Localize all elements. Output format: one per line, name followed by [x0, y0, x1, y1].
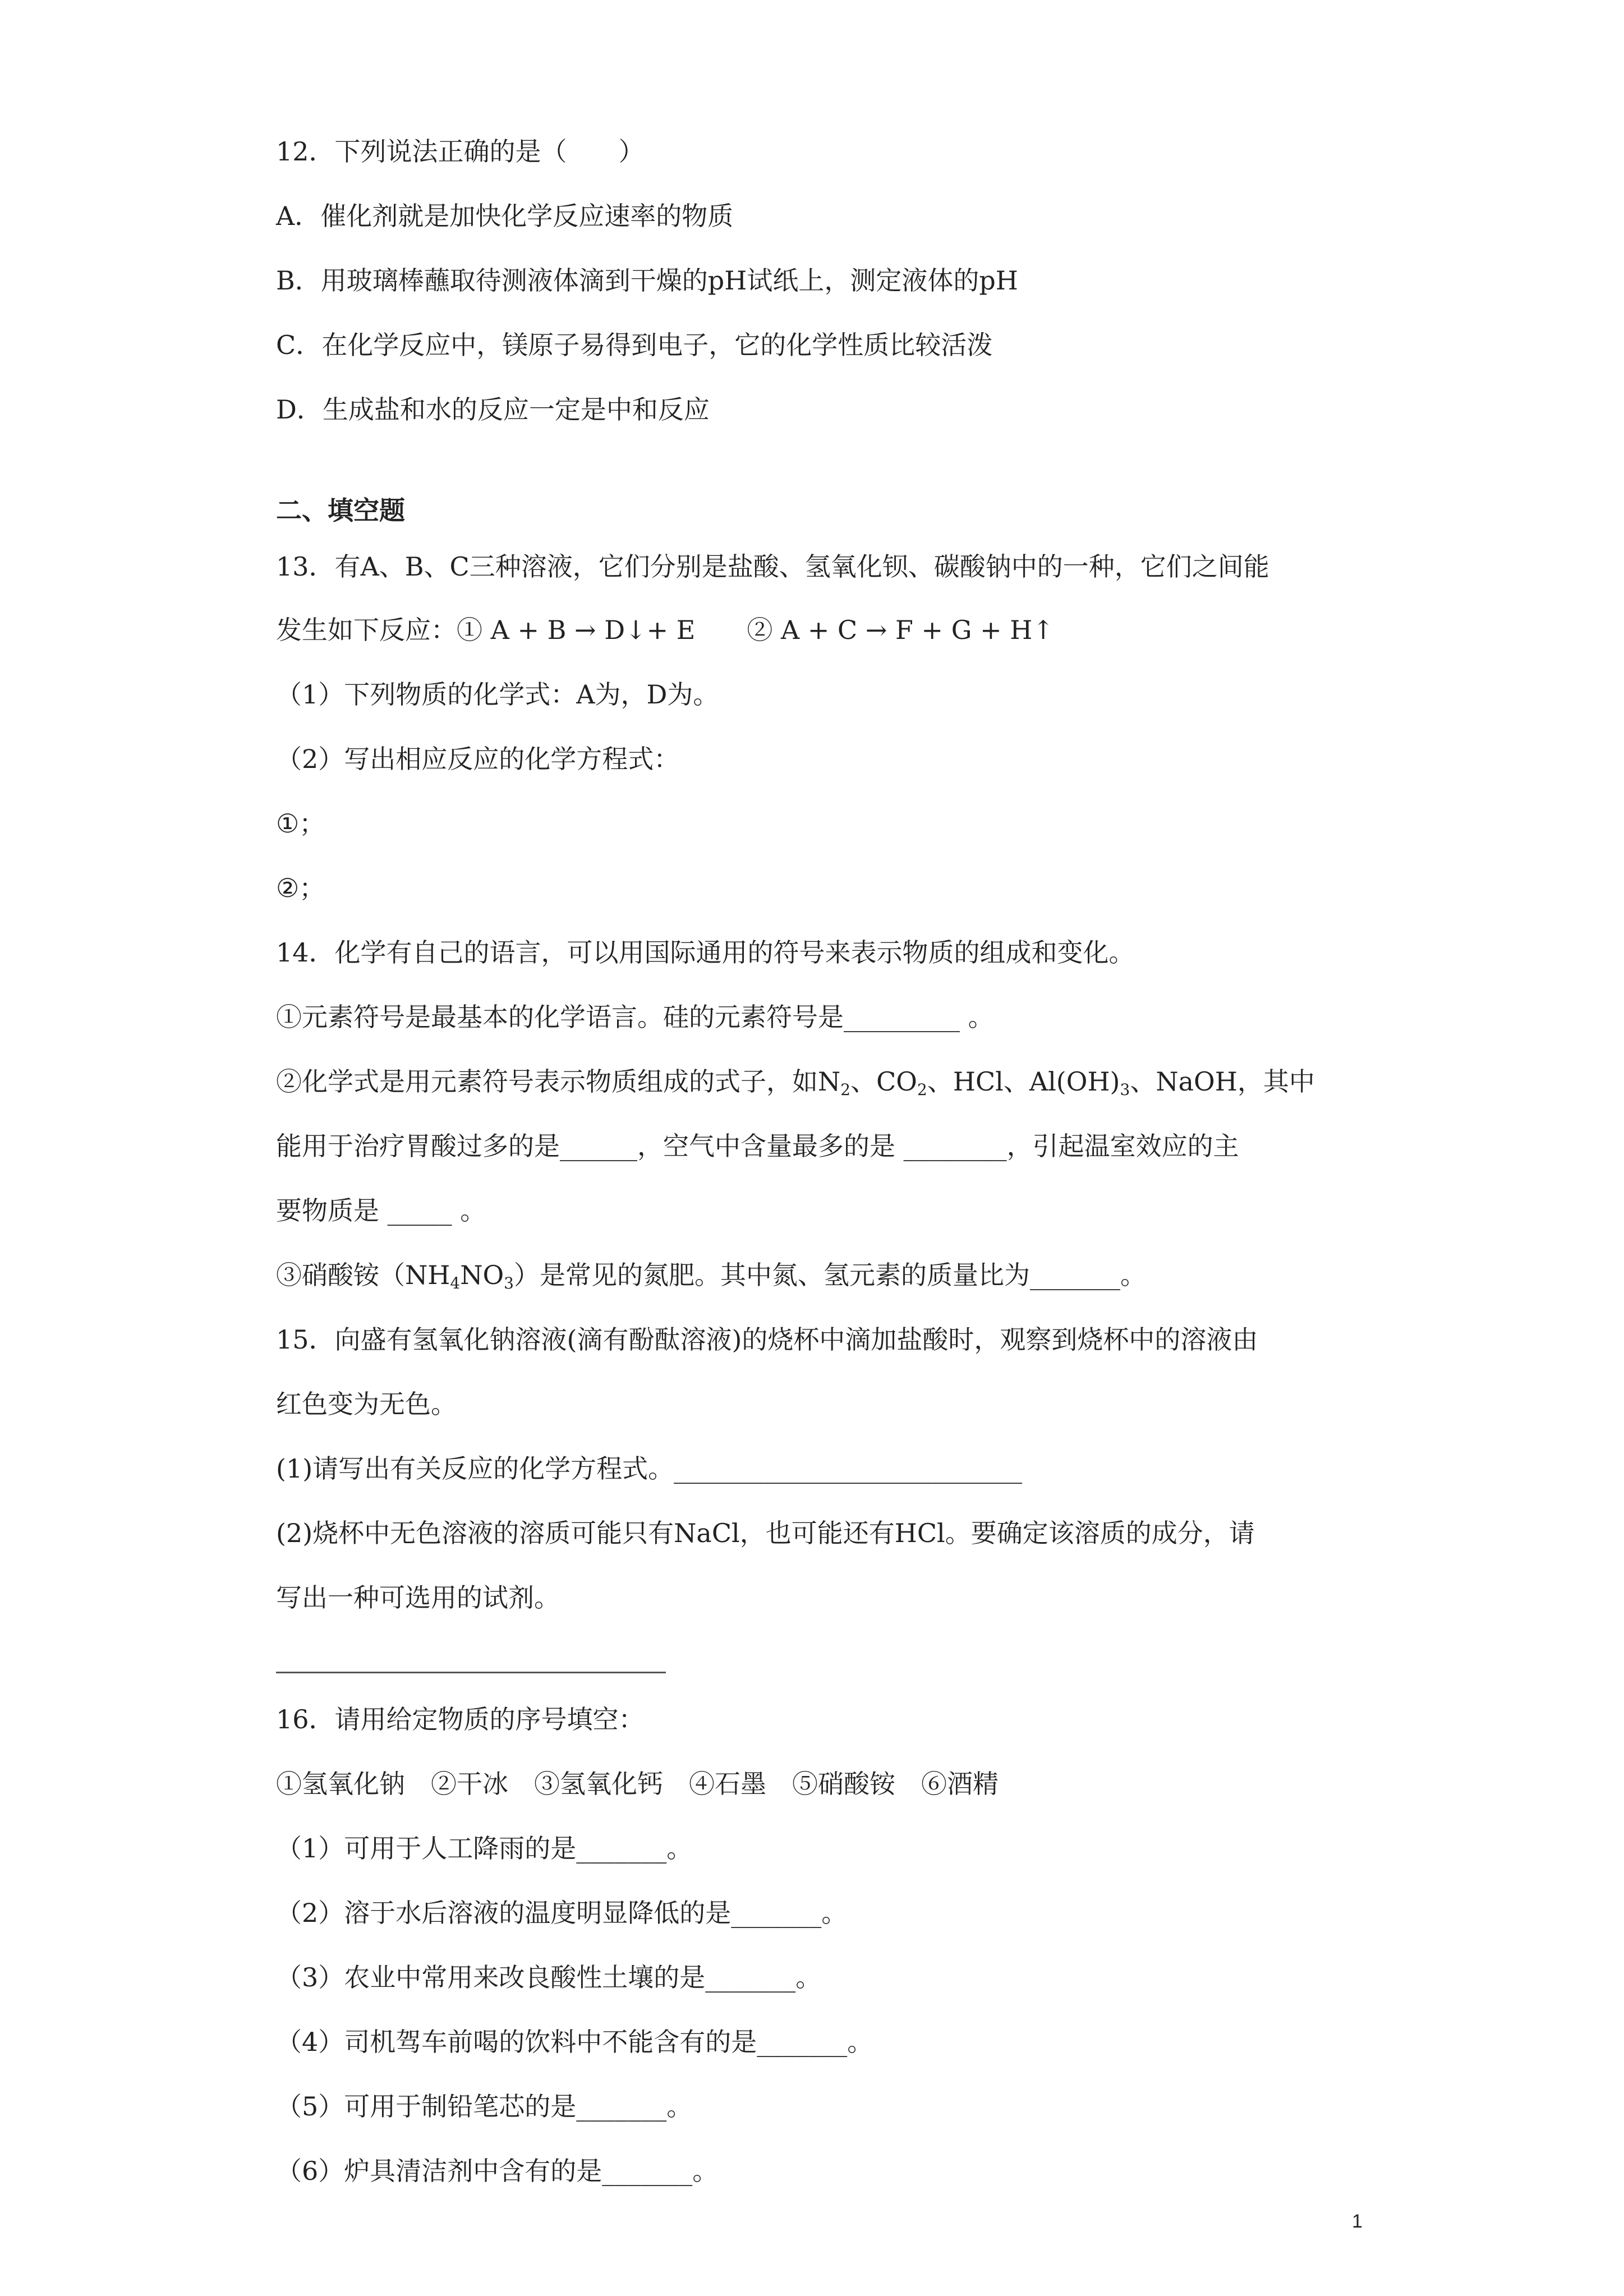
q14-item2-text1: ②化学式是用元素符号表示物质组成的式子，如N — [276, 1066, 841, 1097]
q14-item3 — [276, 1258, 1146, 1292]
q13-blank1: ①； — [276, 808, 325, 839]
q14-stem: 14．化学有自己的语言，可以用国际通用的符号来表示物质的组成和变化。 — [276, 937, 1135, 968]
subscript: 3 — [1120, 1080, 1130, 1099]
q14-item2-line3: 要物质是 _____ 。 — [276, 1195, 486, 1226]
q16-item3: （3）农业中常用来改良酸性土壤的是_______。 — [276, 1962, 822, 1993]
page-number: 1 — [1352, 2211, 1363, 2232]
subscript: 2 — [840, 1080, 851, 1099]
section-title-fill-in: 二、填空题 — [276, 495, 405, 526]
q16-item4: （4）司机驾车前喝的饮料中不能含有的是_______。 — [276, 2027, 873, 2057]
q13-sub2: （2）写出相应反应的化学方程式： — [276, 744, 680, 774]
q13-stem-line2: 发生如下反应：① A + B → D↓+ E ② A + C → F + G + H↑ — [276, 615, 1054, 645]
q13-stem-line1: 13．有A、B、C三种溶液，它们分别是盐酸、氢氧化钡、碳酸钠中的一种，它们之间能 — [276, 551, 1269, 582]
q15-stem-line1: 15．向盛有氢氧化钠溶液(滴有酚酞溶液)的烧杯中滴加盐酸时，观察到烧杯中的溶液由 — [276, 1324, 1258, 1355]
q14-item3-text1: ③硝酸铵（NH — [276, 1260, 450, 1290]
subscript: 3 — [504, 1274, 514, 1292]
q13-blank2: ②； — [276, 873, 325, 903]
q14-item2-text4: 、NaOH，其中 — [1130, 1066, 1315, 1097]
q15-sub2-line2: 写出一种可选用的试剂。 — [276, 1582, 560, 1613]
q14-item3-text3: ）是常见的氮肥。其中氮、氢元素的质量比为_______。 — [514, 1260, 1146, 1290]
q12-option-a: A．催化剂就是加快化学反应速率的物质 — [276, 201, 734, 231]
q14-item2-line1 — [276, 1065, 1315, 1098]
q16-item5: （5）可用于制铅笔芯的是_______。 — [276, 2091, 693, 2122]
q14-item2-text3: 、HCl、Al(OH) — [927, 1066, 1120, 1097]
q15-answer-rule — [276, 1672, 666, 1673]
q13-sub1: （1）下列物质的化学式：A为，D为。 — [276, 679, 719, 710]
q12-option-b: B．用玻璃棒蘸取待测液体滴到干燥的pH试纸上，测定液体的pH — [276, 265, 1018, 296]
q14-item3-text2: NO — [460, 1260, 504, 1290]
q16-item1: （1）可用于人工降雨的是_______。 — [276, 1833, 693, 1864]
q15-sub2-line1: (2)烧杯中无色溶液的溶质可能只有NaCl，也可能还有HCl。要确定该溶质的成分，请 — [276, 1518, 1255, 1548]
q15-stem-line2: 红色变为无色。 — [276, 1389, 457, 1419]
q12-option-d: D．生成盐和水的反应一定是中和反应 — [276, 394, 710, 425]
q14-item2-text2: 、CO — [850, 1066, 917, 1097]
q14-item1: ①元素符号是最基本的化学语言。硅的元素符号是_________ 。 — [276, 1002, 994, 1032]
q15-sub1: (1)请写出有关反应的化学方程式。___________________________ — [276, 1453, 1023, 1484]
subscript: 4 — [450, 1274, 461, 1292]
q16-item2: （2）溶于水后溶液的温度明显降低的是_______。 — [276, 1898, 848, 1928]
q14-item2-line2: 能用于治疗胃酸过多的是______，空气中含量最多的是 ________，引起温室效应的主 — [276, 1131, 1239, 1161]
q12-stem: 12．下列说法正确的是（ ） — [276, 136, 645, 167]
q16-item6: （6）炉具清洁剂中含有的是_______。 — [276, 2156, 719, 2186]
subscript: 2 — [917, 1080, 927, 1099]
q12-option-c: C．在化学反应中，镁原子易得到电子，它的化学性质比较活泼 — [276, 330, 993, 360]
q16-substances: ①氢氧化钠 ②干冰 ③氢氧化钙 ④石墨 ⑤硝酸铵 ⑥酒精 — [276, 1769, 999, 1799]
q16-stem: 16．请用给定物质的序号填空： — [276, 1704, 645, 1734]
